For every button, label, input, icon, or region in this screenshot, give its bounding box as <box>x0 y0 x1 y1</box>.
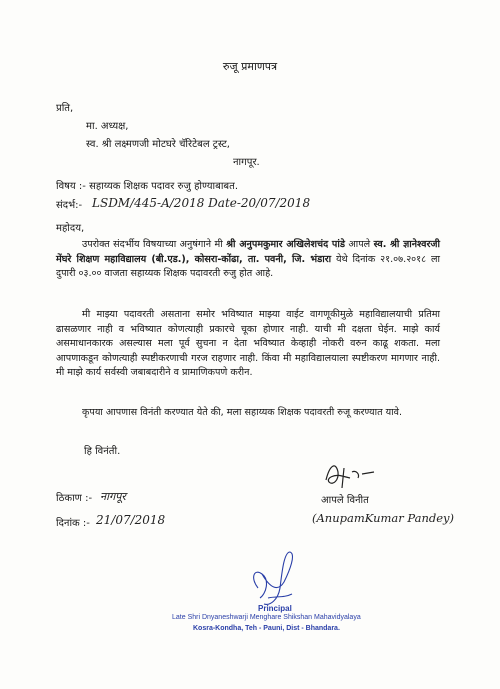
reference-value: LSDM/445-A/2018 Date-20/07/2018 <box>92 196 311 210</box>
paragraph-2 <box>56 308 440 381</box>
recipient-line-2: स्व. श्री लक्ष्मणजी मोटघरे चॅरिटेबल ट्रस्ट, <box>86 139 230 150</box>
subject-line: विषय :- सहाय्यक शिक्षक पदावर रुजु होण्याबाबत. <box>56 181 238 192</box>
recipient-line-1: मा. अध्यक्ष, <box>86 121 129 132</box>
closing-request: हि विनंती. <box>84 446 121 457</box>
para1-mid: आपले <box>344 239 374 250</box>
reference-label: संदर्भ:- <box>56 200 83 211</box>
signatory-name: (AnupamKumar Pandey) <box>312 511 455 525</box>
letter-title: रुजू प्रमाणपत्र <box>222 60 278 73</box>
to-label: प्रति, <box>56 103 74 114</box>
para1-pre: उपरोक्त संदर्भीय विषयाच्या अनुषंगाने मी <box>82 239 227 250</box>
paragraph-3 <box>56 406 440 421</box>
stamp-address: Kosra-Kondha, Teh - Pauni, Dist - Bhandara. <box>193 625 340 632</box>
para1-post: येथे दिनांक २१.०७.२०१८ ला दुपारी ०३.०० वाजता सहाय्यक शिक्षक पदावरती रुजु होत आहे. <box>56 253 440 280</box>
salutation: महोदय, <box>56 223 85 234</box>
para2-text: मी माझ्या पदावरती असताना समोर भविष्यात माझ्या वाईट वागणूकीमुळे महाविद्यालयाची प्रतिमा ढासळणार नाही व भविष्यात कोणत्याही प्रकारचे चूका होणार नाही. याची मी दक्षता घेईन. माझे कार्य असमाधानकारक असल्यास मला पूर्व सुचना न देता भविष्यात केव्हाही नोकरी वरुन काढू शकता. मला आपणाकडून कोणत्याही स्पष्टीकरणाची गरज राहणार नाही. किंवा मी महाविद्यालयाला स्पष्टीकरण मागणार नाही. मी माझे कार्य सर्वस्वी जबाबदारीने व प्रामाणिकपणे करीन. <box>56 309 440 379</box>
principal-signature-icon <box>240 548 310 610</box>
stamp-college: Late Shri Dnyaneshwarji Menghare Shikshan Mahavidyalaya <box>172 614 361 621</box>
recipient-line-3: नागपूर. <box>233 157 260 168</box>
date-value: 21/07/2018 <box>96 513 166 527</box>
date-label: दिनांक :- <box>56 518 90 529</box>
college-name: स्व. श्री ज्ञानेश्वरजी मेंघरे शिक्षण महाविद्यालय (बी.एड.), कोसरा-कोंढा, ता. पवनी, जि. भंडारा <box>56 239 440 265</box>
stamp-principal: Principal <box>258 604 292 613</box>
place-value: नागपूर <box>100 490 126 503</box>
yours-faithfully: आपले विनीत <box>321 495 369 506</box>
paragraph-1 <box>56 238 440 282</box>
place-label: ठिकाण :- <box>56 493 93 504</box>
para3-text: कृपया आपणास विनंती करण्यात येते की, मला सहाय्यक शिक्षक पदावरती रुजू करण्यात यावे. <box>82 407 403 418</box>
candidate-name: श्री अनुपमकुमार अखिलेशचंद पांडे <box>226 239 345 250</box>
candidate-signature-icon <box>320 458 380 494</box>
